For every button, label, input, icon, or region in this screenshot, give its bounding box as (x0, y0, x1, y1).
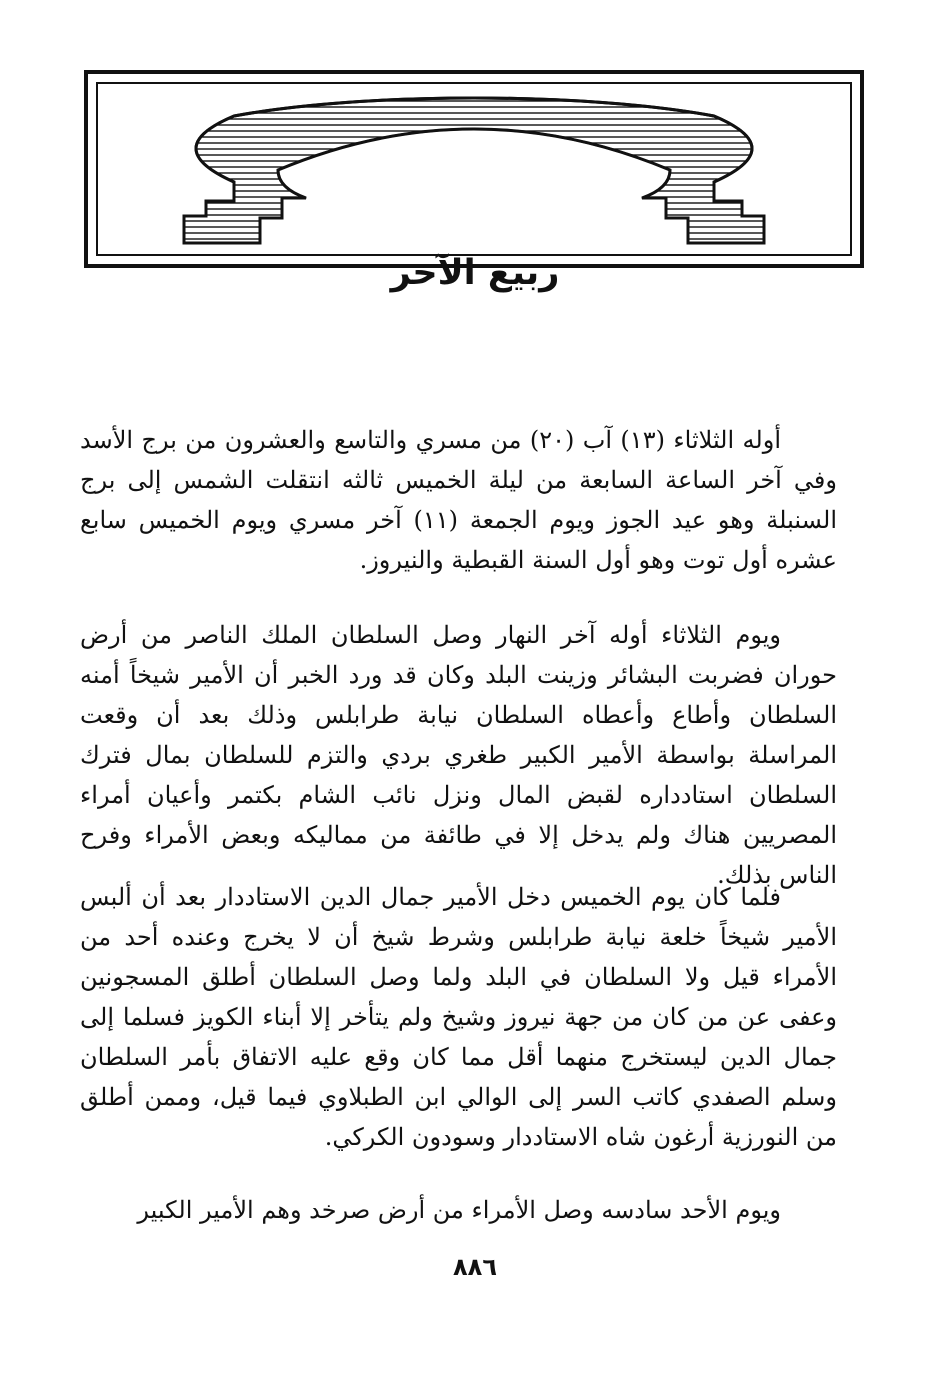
arch-frame-ornament-icon (84, 70, 864, 268)
body-paragraph-3: فلما كان يوم الخميس دخل الأمير جمال الدين الاستاددار بعد أن ألبس الأمير شيخاً خلعة نيابة طرابلس وشرط شيخ أن لا يخرج وعنده أحد من الأمراء قيل ولا السلطان في البلد ولما وصل السلطان أطلق المسجونين وعفى عن من كان من جهة نيروز وشيخ ولم يتأخر إلا أبناء الكويز فسلما إلى جمال الدين ليستخرج منهما أقل مما كان وقع عليه الاتفاق بأمر السلطان وسلم الصفدي كاتب السر إلى الوالي ابن الطبلاوي فيما قيل، وممن أطلق من النورزية أرغون شاه الاستاددار وسودون الكركي. (80, 883, 837, 1151)
body-paragraph-2: ويوم الثلاثاء أوله آخر النهار وصل السلطان الملك الناصر من أرض حوران فضربت البشائر وزينت البلد وكان قد ورد الخبر أن الأمير شيخاً أمنه السلطان وأطاع وأعطاه السلطان نيابة طرابلس وذلك بعد أن وقعت المراسلة بواسطة الأمير الكبير طغري بردي والتزم للسلطان بمال فترك السلطان استادداره لقبض المال ونزل نائب الشام بكتمر وأعيان أمراء المصريين هناك ولم يدخل إلا في طائفة من مماليكه وبعض الأمراء وفرح الناس بذلك. (80, 621, 837, 889)
chapter-title: ربيع الآخر (390, 253, 560, 293)
body-paragraph-4: ويوم الأحد سادسه وصل الأمراء من أرض صرخد وهم الأمير الكبير (137, 1196, 781, 1224)
page-number: ٨٨٦ (453, 1253, 497, 1281)
body-paragraph-1: أوله الثلاثاء (١٣) آب (٢٠) من مسري والتاسع والعشرون من برج الأسد وفي آخر الساعة السابعة من ليلة الخميس ثالثه انتقلت الشمس إلى برج السنبلة وهو عيد الجوز ويوم الجمعة (١١) آخر مسري ويوم الخميس سابع عشره أول توت وهو أول السنة القبطية والنيروز. (80, 426, 837, 574)
